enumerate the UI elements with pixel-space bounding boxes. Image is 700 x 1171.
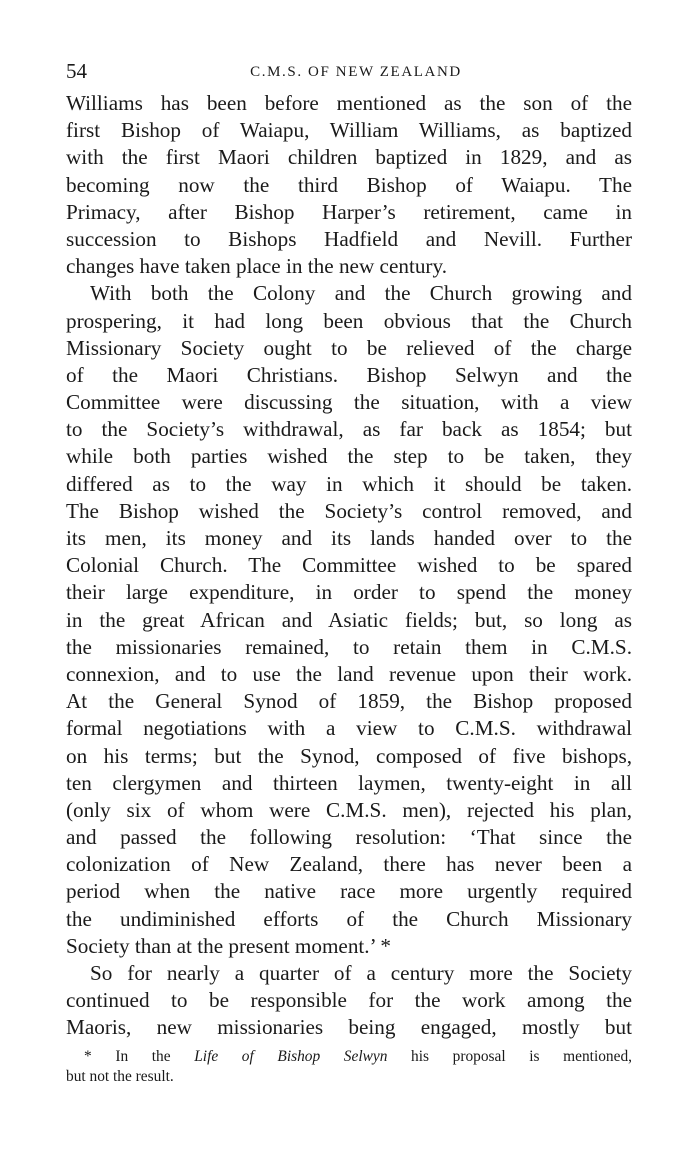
text-line: prospering, it had long been obvious that the Church	[66, 308, 632, 333]
text-line: the missionaries remained, to retain them in C.M.S.	[66, 634, 632, 659]
text-line: formal negotiations with a view to C.M.S. withdrawal	[66, 716, 632, 741]
running-head	[66, 58, 632, 84]
footnote-book-title: Life of Bishop Selwyn	[194, 1047, 388, 1065]
text-line: succession to Bishops Hadfield and Nevill. Further	[66, 226, 632, 251]
text-line: period when the native race more urgently required	[66, 879, 632, 904]
footnote-line	[66, 1047, 632, 1067]
text-line: first Bishop of Waiapu, William Williams, as baptized	[66, 118, 632, 143]
text-line: So for nearly a quarter of a century more the Society	[90, 961, 632, 985]
text-line: differed as to the way in which it should be taken.	[66, 471, 632, 496]
text-line: with the first Maori children baptized in 1829, and as	[66, 145, 632, 170]
text-line: connexion, and to use the land revenue upon their work.	[66, 661, 632, 686]
running-title: C.M.S. OF NEW ZEALAND	[250, 64, 462, 80]
text-line: in the great African and Asiatic fields; but, so long as	[66, 607, 632, 632]
text-line: Missionary Society ought to be relieved of the charge	[66, 335, 632, 360]
text-line: on his terms; but the Synod, composed of five bishops,	[66, 743, 632, 768]
footnote-line: but not the result.	[66, 1067, 174, 1085]
body-text	[66, 90, 632, 1042]
text-line: the undiminished efforts of the Church Missionary	[66, 906, 632, 931]
text-line: changes have taken place in the new century.	[66, 254, 448, 279]
text-line: Committee were discussing the situation, with a view	[66, 390, 632, 415]
text-line: Colonial Church. The Committee wished to be spared	[66, 553, 632, 578]
text-line: Society than at the present moment.’ *	[66, 933, 391, 958]
page-number: 54	[66, 59, 87, 83]
text-line: Primacy, after Bishop Harper’s retirement, came in	[66, 199, 632, 224]
text-line: ten clergymen and thirteen laymen, twenty-eight in all	[66, 770, 632, 795]
text-line: Maoris, new missionaries being engaged, mostly but	[66, 1015, 632, 1040]
text-line: and passed the following resolution: ‘That since the	[66, 825, 632, 850]
paragraph-3	[66, 960, 632, 1042]
text-line: to the Society’s withdrawal, as far back as 1854; but	[66, 417, 632, 442]
text-line: while both parties wished the step to be taken, they	[66, 444, 632, 469]
text-line: At the General Synod of 1859, the Bishop proposed	[66, 689, 632, 714]
paragraph-1	[66, 90, 632, 280]
text-line: of the Maori Christians. Bishop Selwyn and the	[66, 362, 632, 387]
text-line: The Bishop wished the Society’s control removed, and	[66, 498, 632, 523]
text-line: With both the Colony and the Church growing and	[90, 281, 632, 306]
book-page	[66, 58, 632, 1087]
text-line: colonization of New Zealand, there has never been a	[66, 852, 632, 877]
footnote	[66, 1047, 632, 1087]
text-line: continued to be responsible for the work among the	[66, 988, 632, 1013]
text-line: (only six of whom were C.M.S. men), rejected his plan,	[66, 797, 632, 822]
footnote-marker: * In the	[84, 1047, 195, 1065]
paragraph-2	[66, 280, 632, 960]
footnote-text: his proposal is mentioned,	[387, 1047, 632, 1065]
text-line: becoming now the third Bishop of Waiapu. The	[66, 172, 632, 197]
text-line: Williams has been before mentioned as the son of the	[66, 91, 632, 115]
text-line: their large expenditure, in order to spend the money	[66, 580, 632, 605]
text-line: its men, its money and its lands handed over to the	[66, 526, 632, 550]
